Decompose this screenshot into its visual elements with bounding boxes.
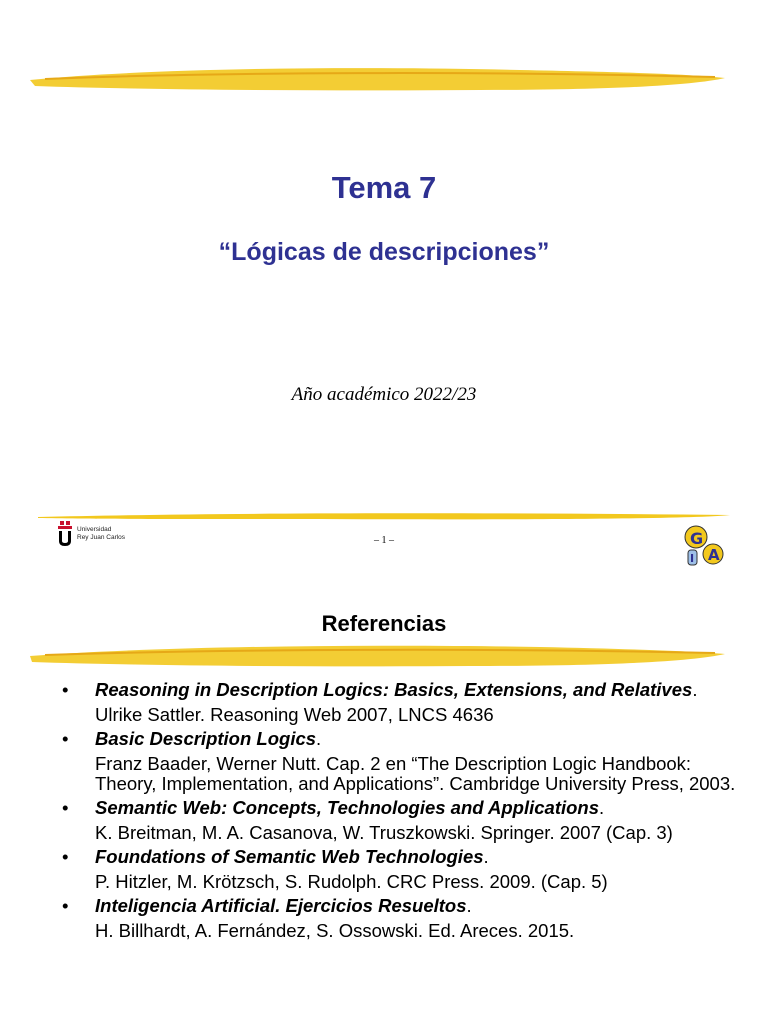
slide-subtitle: “Lógicas de descripciones” xyxy=(218,238,550,266)
reference-item xyxy=(0,798,768,843)
bullet: • xyxy=(62,846,69,867)
reference-title: Reasoning in Description Logics: Basics, Extensions, and Relatives xyxy=(95,679,693,700)
reference-punct: . xyxy=(483,846,489,867)
references-list xyxy=(0,680,768,945)
slide-title: Tema 7 xyxy=(331,170,437,205)
references-title: Referencias xyxy=(321,611,447,636)
slide-2 xyxy=(0,562,768,1024)
reference-item xyxy=(0,896,768,941)
reference-item xyxy=(0,680,768,725)
academic-year: Año académico 2022/23 xyxy=(291,384,477,405)
reference-punct: . xyxy=(466,895,472,916)
reference-title: Foundations of Semantic Web Technologies xyxy=(95,846,484,867)
reference-title: Inteligencia Artificial. Ejercicios Resueltos xyxy=(95,895,467,916)
reference-title: Basic Description Logics xyxy=(95,728,317,749)
svg-text:G: G xyxy=(690,529,704,548)
reference-detail: Franz Baader, Werner Nutt. Cap. 2 en “The Description Logic Handbook: Theory, Implementation, and Applications”. Cambridge University Press, 2003. xyxy=(95,753,736,794)
page-number: – 1 – xyxy=(374,535,394,546)
yellow-brush-stroke-references xyxy=(0,640,768,672)
university-line-1: Universidad xyxy=(77,526,112,533)
reference-detail: H. Billhardt, A. Fernández, S. Ossowski. Ed. Areces. 2015. xyxy=(95,920,575,941)
bullet: • xyxy=(62,895,69,916)
yellow-brush-stroke-top xyxy=(0,62,768,98)
reference-punct: . xyxy=(692,679,698,700)
reference-item xyxy=(0,729,768,794)
reference-title: Semantic Web: Concepts, Technologies and Applications xyxy=(95,797,600,818)
reference-detail: K. Breitman, M. A. Casanova, W. Truszkowski. Springer. 2007 (Cap. 3) xyxy=(95,822,673,843)
bullet: • xyxy=(62,797,69,818)
reference-punct: . xyxy=(316,728,322,749)
reference-punct: . xyxy=(599,797,605,818)
bullet: • xyxy=(62,679,69,700)
reference-detail: P. Hitzler, M. Krötzsch, S. Rudolph. CRC Press. 2009. (Cap. 5) xyxy=(95,871,608,892)
university-line-2: Rey Juan Carlos xyxy=(77,534,126,541)
reference-item xyxy=(0,847,768,892)
reference-detail: Ulrike Sattler. Reasoning Web 2007, LNCS 4636 xyxy=(95,704,494,725)
bullet: • xyxy=(62,728,69,749)
svg-text:A: A xyxy=(708,546,720,564)
svg-text:I: I xyxy=(690,552,695,565)
